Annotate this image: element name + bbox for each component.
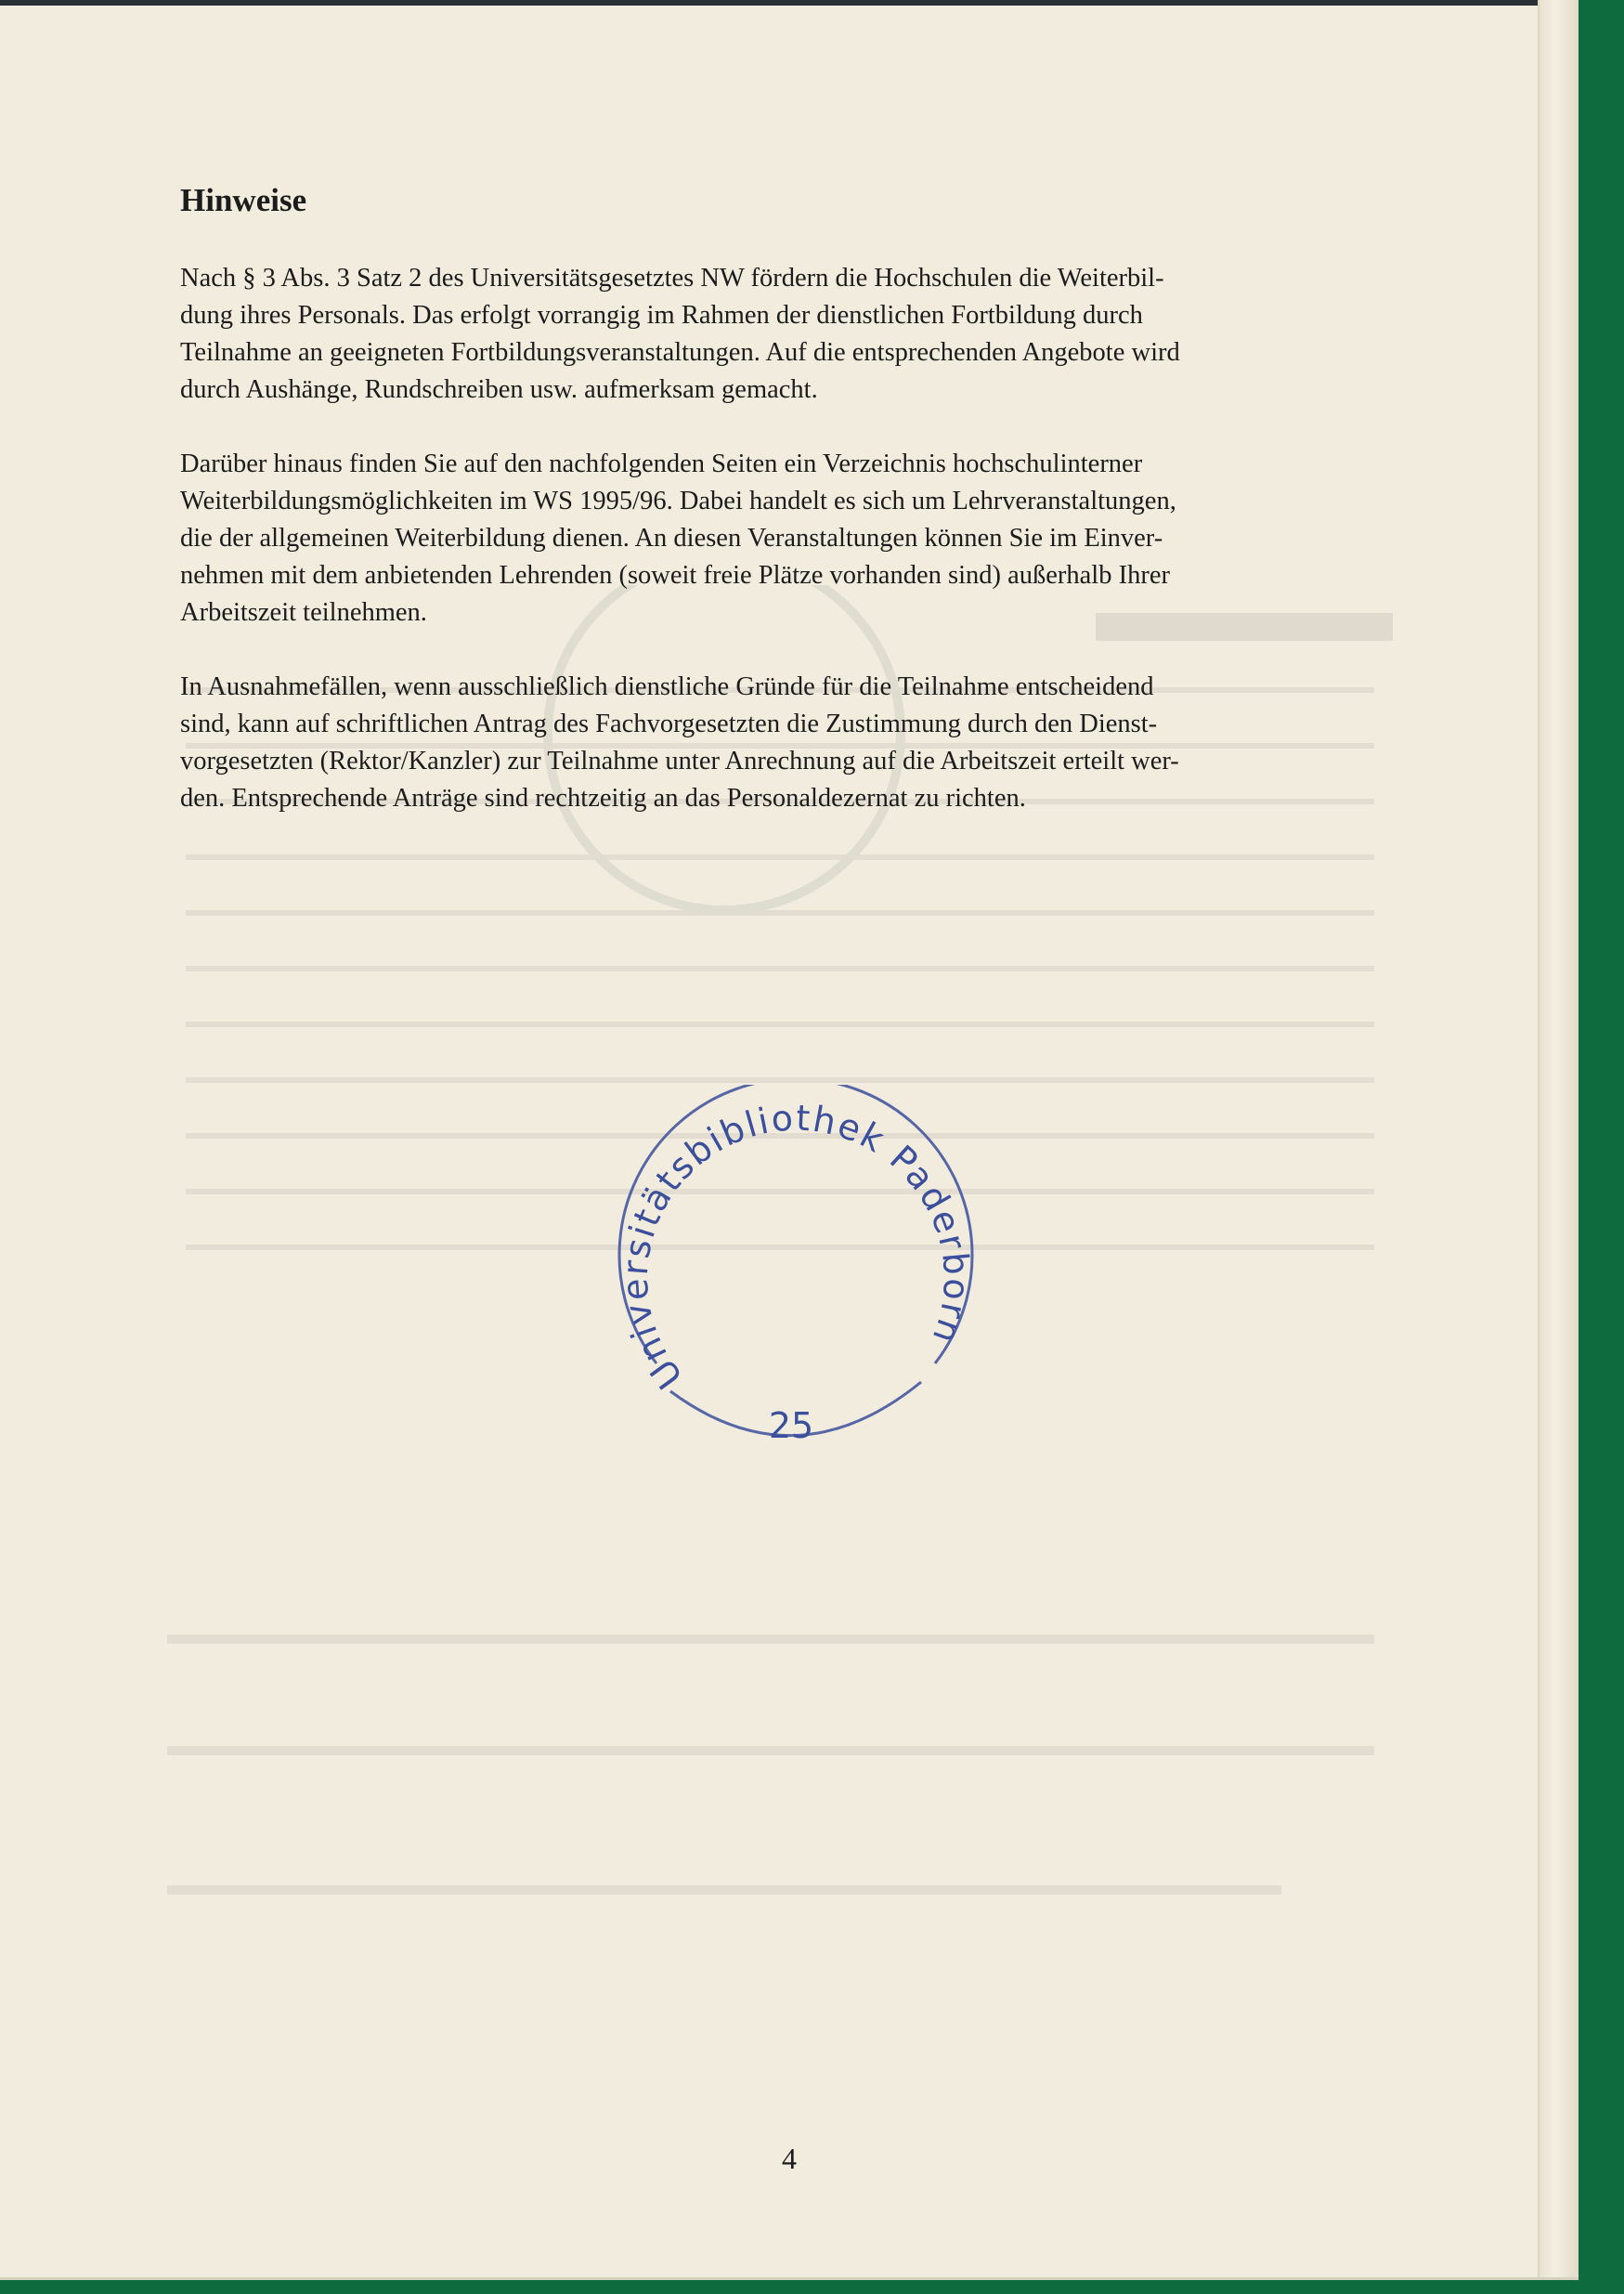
text-line: Weiterbildungsmöglichkeiten im WS 1995/96. Dabei handelt es sich um Lehrveranstaltungen, xyxy=(180,487,1176,515)
text-line: In Ausnahmefällen, wenn ausschließlich dienstliche Gründe für die Teilnahme entscheidend xyxy=(180,672,1154,701)
text-line: Teilnahme an geeigneten Fortbildungsveranstaltungen. Auf die entsprechenden Angebote wird xyxy=(180,338,1180,367)
stamp-number: 25 xyxy=(768,1405,814,1446)
paragraph-3 xyxy=(180,669,1415,817)
text-line: durch Aushänge, Rundschreiben usw. aufmerksam gemacht. xyxy=(180,375,818,404)
text-line: sind, kann auf schriftlichen Antrag des Fachvorgesetzten die Zustimmung durch den Dienst- xyxy=(180,710,1158,738)
text-line: nehmen mit dem anbietenden Lehrenden (soweit freie Plätze vorhanden sind) außerhalb Ihrer xyxy=(180,561,1170,590)
paragraph-2 xyxy=(180,446,1415,632)
stamp-ring-text xyxy=(615,1097,978,1396)
text-line: dung ihres Personals. Das erfolgt vorrangig im Rahmen der dienstlichen Fortbildung durch xyxy=(180,301,1143,330)
text-line: Arbeitszeit teilnehmen. xyxy=(180,598,427,627)
text-line: vorgesetzten (Rektor/Kanzler) zur Teilnahme unter Anrechnung auf die Arbeitszeit erteilt wer- xyxy=(180,747,1179,776)
stamp-ring-textpath: Universitätsbibliothek Paderborn xyxy=(614,1097,978,1397)
paragraph-1 xyxy=(180,260,1415,409)
page-heading: Hinweise xyxy=(180,182,307,218)
text-line: den. Entsprechende Anträge sind rechtzeitig an das Personaldezernat zu richten. xyxy=(180,784,1026,813)
body-text xyxy=(180,260,1415,854)
text-line: die der allgemeinen Weiterbildung dienen. An diesen Veranstaltungen können Sie im Einver- xyxy=(180,524,1163,553)
page-number: 4 xyxy=(782,2142,797,2175)
library-stamp xyxy=(605,1085,986,1466)
page-fold xyxy=(1538,0,1579,2277)
text-line: Nach § 3 Abs. 3 Satz 2 des Universitätsgesetztes NW fördern die Hochschulen die Weiterbil- xyxy=(180,264,1164,293)
text-line: Darüber hinaus finden Sie auf den nachfolgenden Seiten ein Verzeichnis hochschulinterner xyxy=(180,450,1143,478)
